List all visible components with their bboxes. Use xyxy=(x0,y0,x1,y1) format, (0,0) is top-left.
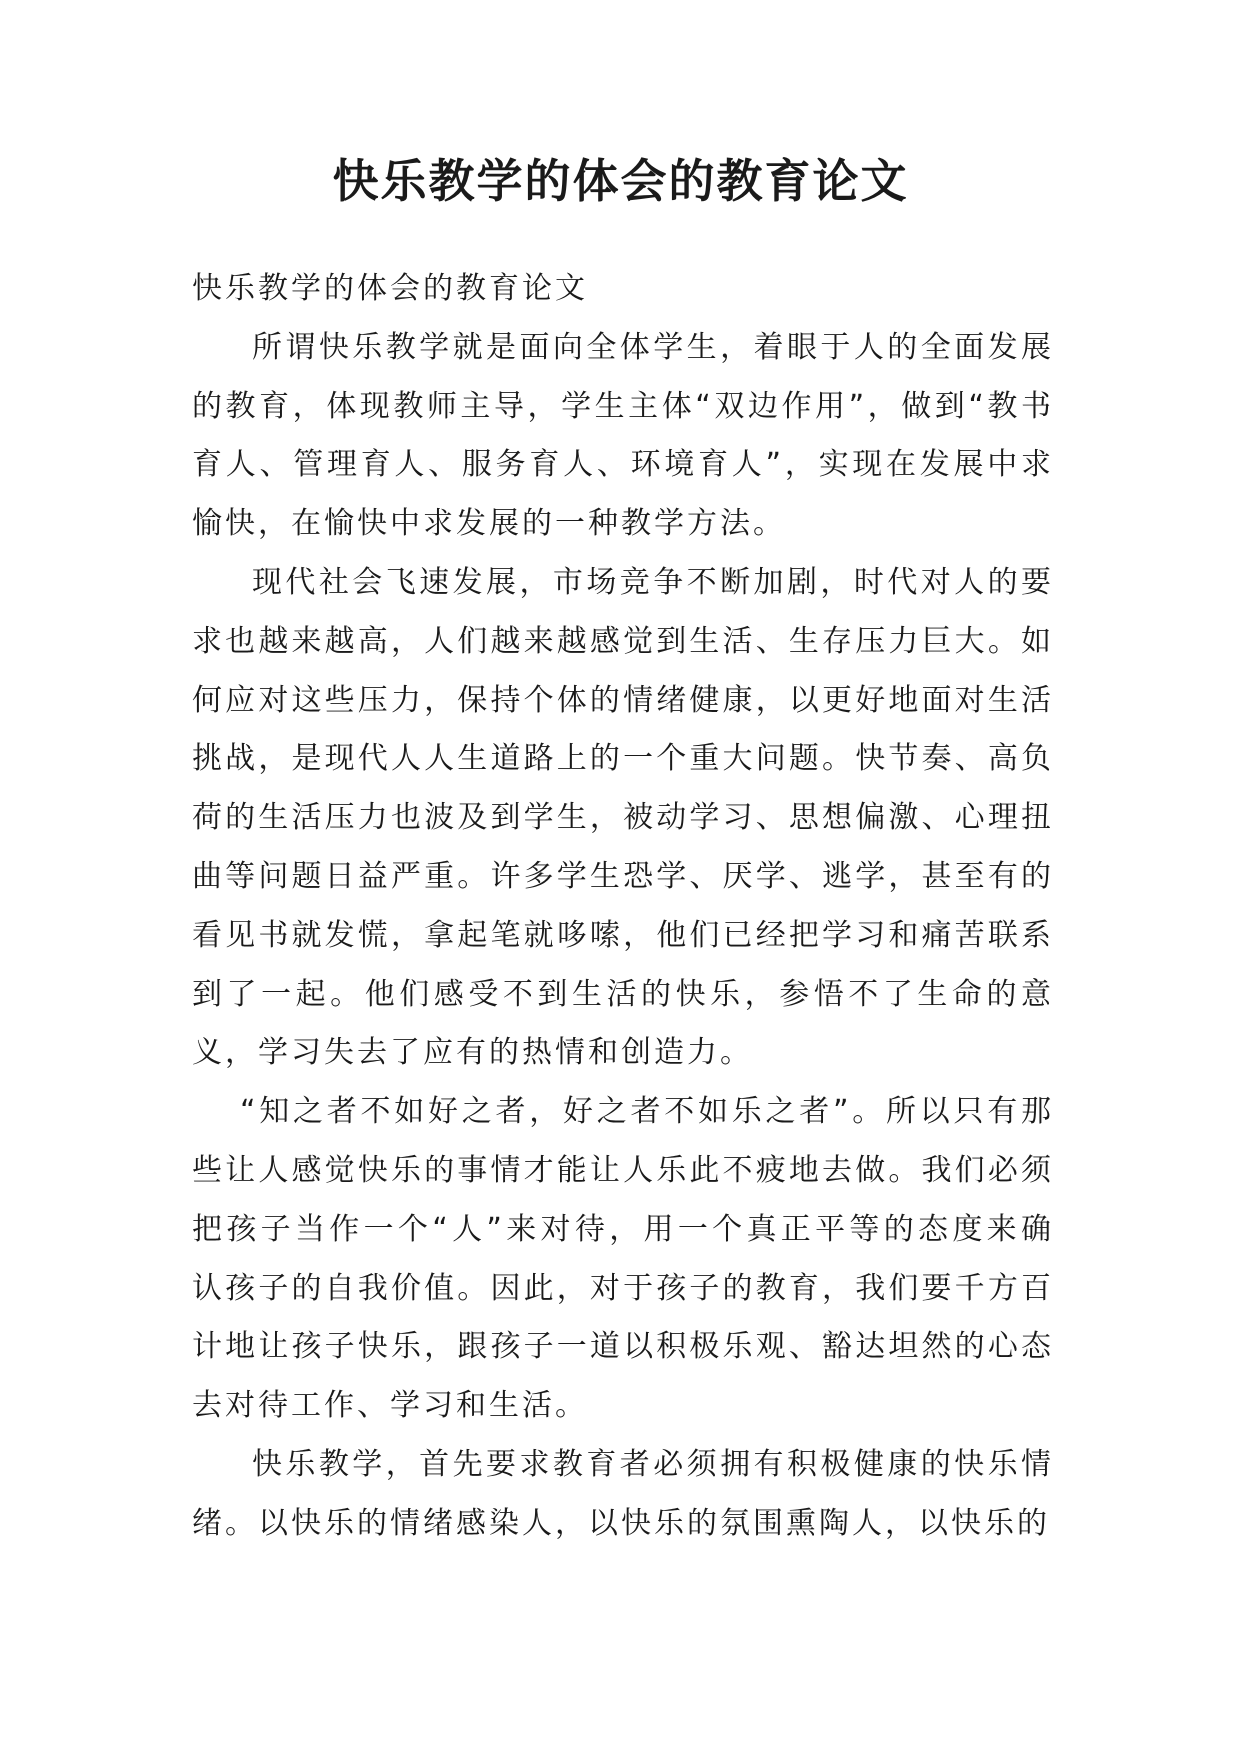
paragraph-4: 快乐教学，首先要求教育者必须拥有积极健康的快乐情绪。以快乐的情绪感染人，以快乐的氛围熏陶人，以快乐的 xyxy=(192,1446,1054,1541)
document-body xyxy=(192,260,1054,1554)
paragraph-3: “知之者不如好之者，好之者不如乐之者”。所以只有那些让人感觉快乐的事情才能让人乐此不疲地去做。我们必须把孩子当作一个“人”来对待，用一个真正平等的态度来确认孩子的自我价值。因此，对于孩子的教育，我们要千方百计地让孩子快乐，跟孩子一道以积极乐观、豁达坦然的心态去对待工作、学习和生活。 xyxy=(192,1094,1054,1424)
document-title: 快乐教学的体会的教育论文 xyxy=(332,154,909,208)
paragraph-2: 现代社会飞速发展，市场竞争不断加剧，时代对人的要求也越来越高，人们越来越感觉到生活、生存压力巨大。如何应对这些压力，保持个体的情绪健康，以更好地面对生活挑战，是现代人人生道路上的一个重大问题。快节奏、高负荷的生活压力也波及到学生，被动学习、思想偏激、心理扭曲等问题日益严重。许多学生恐学、厌学、逃学，甚至有的看见书就发慌，拿起笔就哆嗦，他们已经把学习和痛苦联系到了一起。他们感受不到生活的快乐，参悟不了生命的意义，学习失去了应有的热情和创造力。 xyxy=(192,564,1054,1071)
document-subtitle: 快乐教学的体会的教育论文 xyxy=(192,271,588,306)
paragraph-1: 所谓快乐教学就是面向全体学生，着眼于人的全面发展的教育，体现教师主导，学生主体“双边作用”，做到“教书育人、管理育人、服务育人、环境育人”，实现在发展中求愉快，在愉快中求发展的一种教学方法。 xyxy=(192,329,1054,542)
